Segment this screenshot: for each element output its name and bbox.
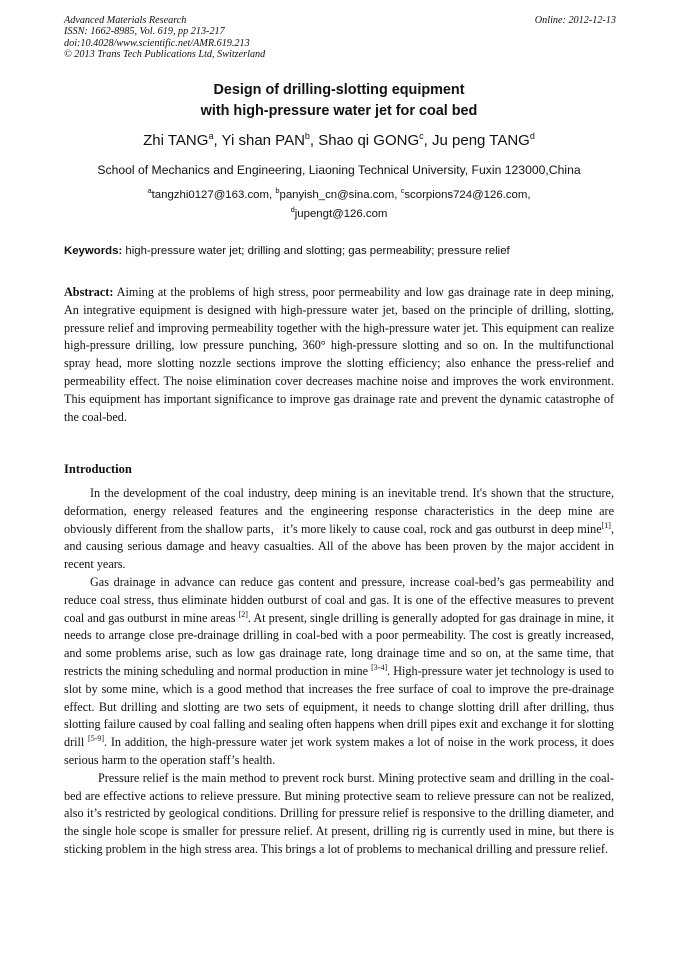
keywords (64, 243, 616, 259)
citation: [1] (601, 520, 611, 530)
author-name: Zhi TANG (143, 132, 209, 149)
paragraph-text: Gas drainage in advance can reduce gas content and pressure, increase coal-bed’s gas permeability and reduce coal stress, thus eliminate hidden outburst of coal and gas. It is one of the effective measures to prevent coal and gas outburst in mine areas (64, 574, 614, 625)
publication-header (64, 15, 616, 60)
citation: [5-9] (88, 734, 105, 744)
intro-paragraph-2 (64, 574, 614, 770)
issn-volume: ISSN: 1662-8985, Vol. 619, pp 213-217 (64, 26, 225, 38)
email-address[interactable]: panyish_cn@sina.com, (279, 189, 398, 201)
affiliation: School of Mechanics and Engineering, Liaoning Technical University, Fuxin 123000,China (97, 163, 581, 177)
journal-name: Advanced Materials Research (64, 15, 187, 26)
title-line-2: with high-pressure water jet for coal bed (200, 103, 478, 119)
author-list: Zhi TANG$^a$, Yi shan PAN$^b$, Shao qi GONG$^c$, Ju peng TANG$^d$ (143, 131, 535, 149)
online-date: Online: 2012-12-13 (534, 15, 616, 26)
introduction-heading: Introduction (64, 462, 132, 476)
author-name: Yi shan PAN (221, 132, 305, 149)
copyright: © 2013 Trans Tech Publications Ltd, Switzerland (64, 48, 266, 60)
keywords-label: Keywords: (64, 245, 123, 257)
citation: [3-4] (371, 662, 388, 672)
intro-paragraph-3: Pressure relief is the main method to prevent rock burst. Mining protective seam and drilling in the coal-bed are effective actions to relieve pressure. But mining protective seam to relieve pressure can not be realized, also it’s restricted by geological conditions. Drilling for pressure relief is responsive to the drilling diameter, and the single hole scope is smaller for pressure relief. At present, drilling rig is currently used in mine, but there is sticking problem in the high stress area. This brings a lot of problems to mechanical drilling and pressure relief. (64, 770, 614, 856)
paragraph-text: , and causing serious damage and heavy casualties. All of the above has been proven by the major accident in recent years. (64, 521, 614, 572)
email-address[interactable]: jupengt@126.com (294, 208, 388, 220)
email-sup: d (290, 205, 295, 215)
keywords-text: high-pressure water jet; drilling and slotting; gas permeability; pressure relief (125, 245, 510, 257)
email-sup: b (275, 186, 280, 196)
abstract (64, 284, 614, 426)
author-emails (0, 186, 678, 224)
author-name: Ju peng TANG (432, 132, 530, 149)
paragraph-text: . High-pressure water jet technology is used to slot by some mine, which is a good method that increases the free surface of coal to improve the pre-drainage effect. But drilling and slotting are two sets of equipment, it needs to change slotting drill after drilling, thus slotting failure caused by coal falling and sealing often happens when drill pipes exit and exchange it for slotting drill (64, 663, 614, 750)
paragraph-text: In the development of the coal industry, deep mining is an inevitable trend. It's shown that the structure, deformation, energy released features and the engineering response characteristics in the deep mine are obviously different from the shallow parts，it’s more likely to cause coal, rock and gas outburst in deep mine (64, 486, 614, 536)
abstract-label: Abstract: (64, 285, 114, 299)
paragraph-text: . In addition, the high-pressure water jet work system makes a lot of noise in the work process, it does serious harm to the operation staff’s health. (64, 735, 614, 767)
paragraph-text: . At present, single drilling is generally adopted for gas drainage in mine, it needs to arrange close pre-drainage drilling in coal-bed with a poor permeability. The cost is greatly increased, and some problems arise, such as low gas drainage rate, long drainage time and so on, at the same time, that restricts the mining scheduling and normal production in mine (64, 610, 614, 678)
email-sup: a (147, 186, 152, 196)
author-sup: b (304, 131, 310, 141)
abstract-text: Aiming at the problems of high stress, poor permeability and low gas drainage rate in deep mining, An integrative equipment is designed with high-pressure water jet, based on the principle of drilling, slotting, pressure relief and improving permeability together with the high-pressure water jet. This equipment can realize high-pressure drilling, low pressure punching, 360° high-pressure slotting and so on. In the multifunctional spray head, more slotting nozzle sections improve the slotting efficiency; also enhance the press-relief and permeability effect. The noise elimination cover decreases machine noise and improves the work environment. This equipment has important significance to improve gas drainage rate and prevent the dynamic catastrophe of the coal-bed. (64, 285, 614, 424)
author-name: Shao qi GONG (318, 132, 420, 149)
citation: [2] (238, 609, 248, 619)
doi: doi:10.4028/www.scientific.net/AMR.619.213 (64, 37, 250, 49)
email-sup: c (400, 186, 405, 196)
email-address[interactable]: tangzhi0127@163.com, (151, 189, 273, 201)
author-sup: d (529, 131, 535, 141)
introduction-body (64, 485, 614, 859)
author-sup: a (208, 131, 214, 141)
paper-title (0, 80, 678, 122)
author-sup: c (419, 131, 424, 141)
email-address[interactable]: scorpions724@126.com, (404, 189, 531, 201)
intro-paragraph-1 (64, 485, 614, 574)
title-line-1: Design of drilling-slotting equipment (213, 82, 465, 98)
